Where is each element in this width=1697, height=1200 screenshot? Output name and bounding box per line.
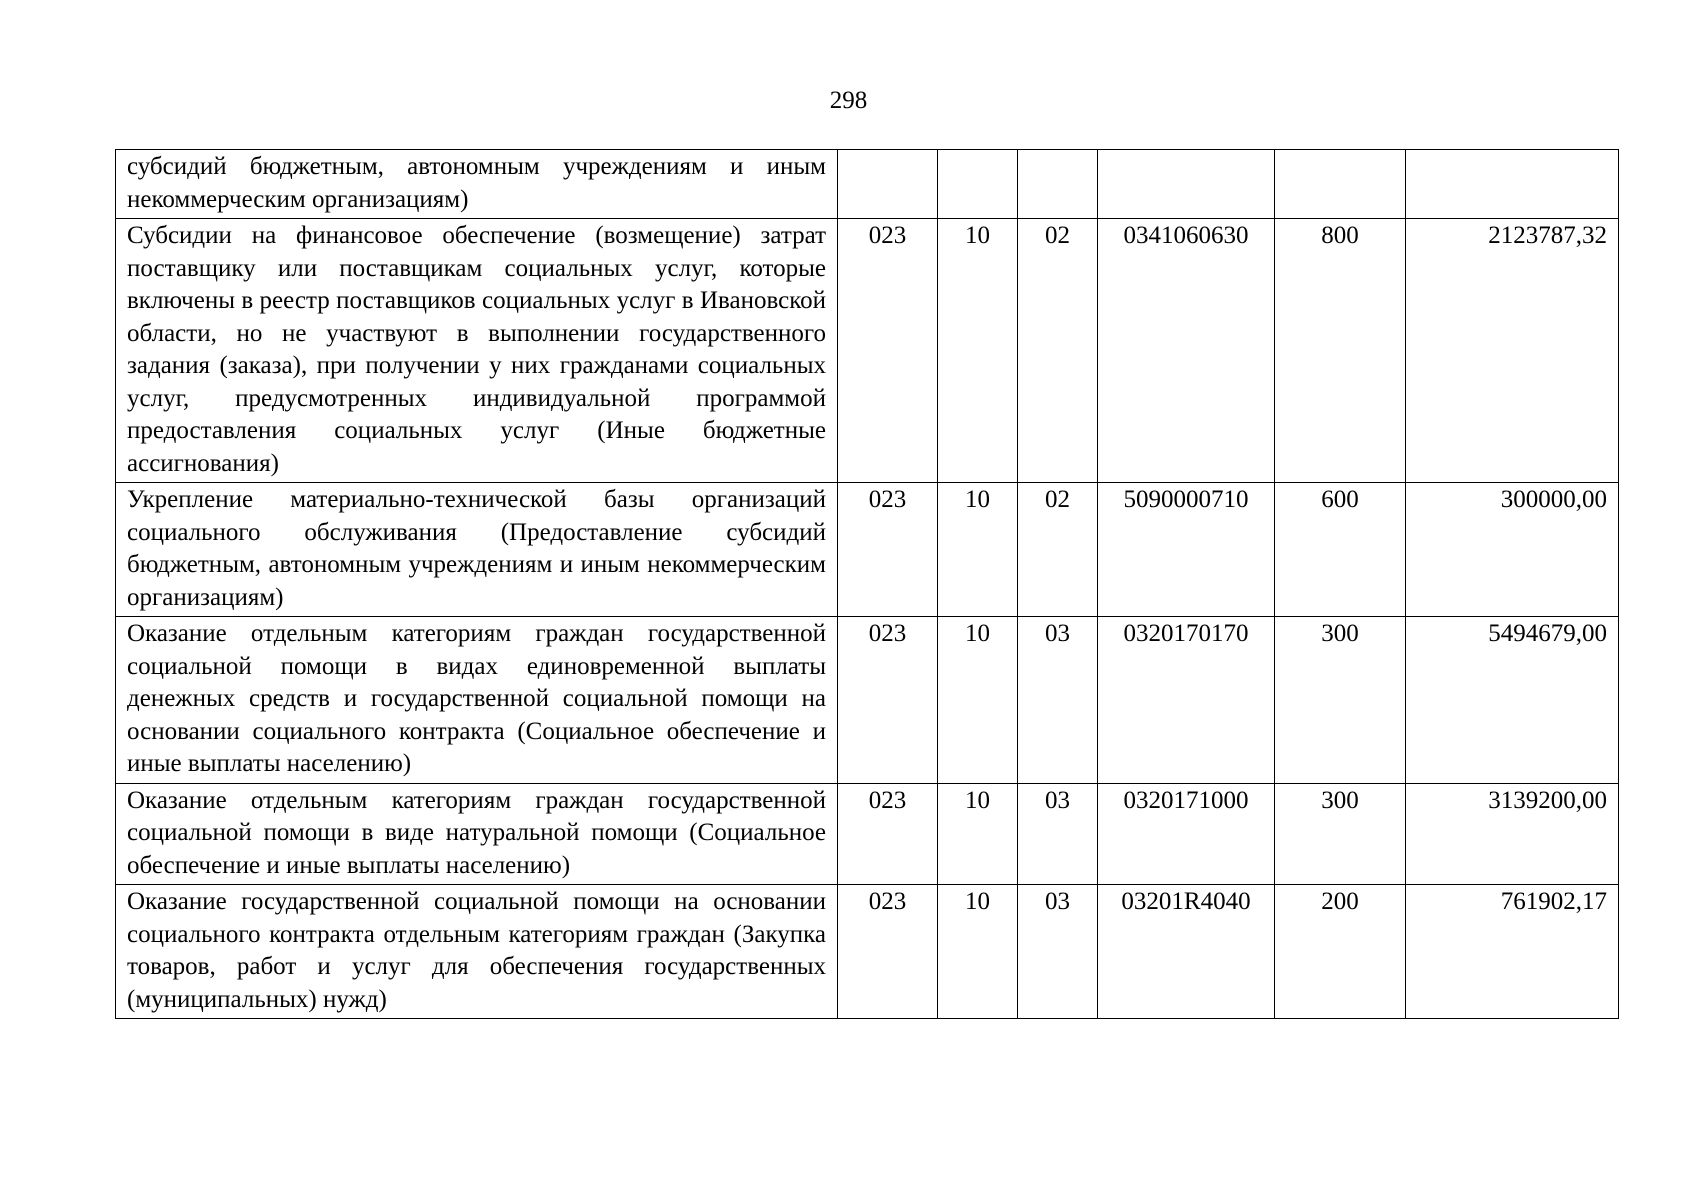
table-row <box>116 617 1619 784</box>
row-section-code <box>938 150 1018 219</box>
row-section-code: 10 <box>938 219 1018 483</box>
row-subsection-code: 02 <box>1018 483 1098 617</box>
row-section-code: 10 <box>938 617 1018 784</box>
row-target-article-code: 5090000710 <box>1098 483 1275 617</box>
row-expense-type-code <box>1275 150 1406 219</box>
row-subsection-code: 03 <box>1018 783 1098 885</box>
table-row <box>116 483 1619 617</box>
row-amount: 5494679,00 <box>1406 617 1619 784</box>
row-ved-code: 023 <box>838 617 938 784</box>
row-expense-type-code: 200 <box>1275 885 1406 1019</box>
row-amount: 2123787,32 <box>1406 219 1619 483</box>
row-description: Укрепление материально-технической базы организаций социального обслуживания (Предоставление субсидий бюджетным, автономным учреждениям и иным некоммерческим организациям) <box>116 483 838 617</box>
table-row <box>116 150 1619 219</box>
row-ved-code: 023 <box>838 219 938 483</box>
row-section-code: 10 <box>938 885 1018 1019</box>
row-subsection-code: 03 <box>1018 617 1098 784</box>
row-description: Оказание отдельным категориям граждан государственной социальной помощи в видах единовременной выплаты денежных средств и государственной социальной помощи на основании социального контракта (Социальное обеспечение и иные выплаты населению) <box>116 617 838 784</box>
row-subsection-code: 02 <box>1018 219 1098 483</box>
row-ved-code: 023 <box>838 783 938 885</box>
row-target-article-code: 0320170170 <box>1098 617 1275 784</box>
row-expense-type-code: 600 <box>1275 483 1406 617</box>
row-amount: 761902,17 <box>1406 885 1619 1019</box>
table-row <box>116 885 1619 1019</box>
budget-table <box>115 149 1619 1019</box>
row-section-code: 10 <box>938 483 1018 617</box>
row-description: субсидий бюджетным, автономным учреждениям и иным некоммерческим организациям) <box>116 150 838 219</box>
row-target-article-code: 0320171000 <box>1098 783 1275 885</box>
row-target-article-code: 03201R4040 <box>1098 885 1275 1019</box>
row-amount <box>1406 150 1619 219</box>
row-section-code: 10 <box>938 783 1018 885</box>
row-target-article-code: 0341060630 <box>1098 219 1275 483</box>
row-description: Субсидии на финансовое обеспечение (возмещение) затрат поставщику или поставщикам социальных услуг, которые включены в реестр поставщиков социальных услуг в Ивановской области, но не участвуют в выполнении государственного задания (заказа), при получении у них гражданами социальных услуг, предусмотренных индивидуальной программой предоставления социальных услуг (Иные бюджетные ассигнования) <box>116 219 838 483</box>
row-description: Оказание государственной социальной помощи на основании социального контракта отдельным категориям граждан (Закупка товаров, работ и услуг для обеспечения государственных (муниципальных) нужд) <box>116 885 838 1019</box>
table-row <box>116 219 1619 483</box>
table-row <box>116 783 1619 885</box>
row-expense-type-code: 300 <box>1275 783 1406 885</box>
row-amount: 3139200,00 <box>1406 783 1619 885</box>
row-ved-code <box>838 150 938 219</box>
page-number: 298 <box>829 87 868 114</box>
row-expense-type-code: 800 <box>1275 219 1406 483</box>
row-ved-code: 023 <box>838 885 938 1019</box>
row-description: Оказание отдельным категориям граждан государственной социальной помощи в виде натуральной помощи (Социальное обеспечение и иные выплаты населению) <box>116 783 838 885</box>
row-target-article-code <box>1098 150 1275 219</box>
row-ved-code: 023 <box>838 483 938 617</box>
row-amount: 300000,00 <box>1406 483 1619 617</box>
row-subsection-code: 03 <box>1018 885 1098 1019</box>
row-expense-type-code: 300 <box>1275 617 1406 784</box>
row-subsection-code <box>1018 150 1098 219</box>
